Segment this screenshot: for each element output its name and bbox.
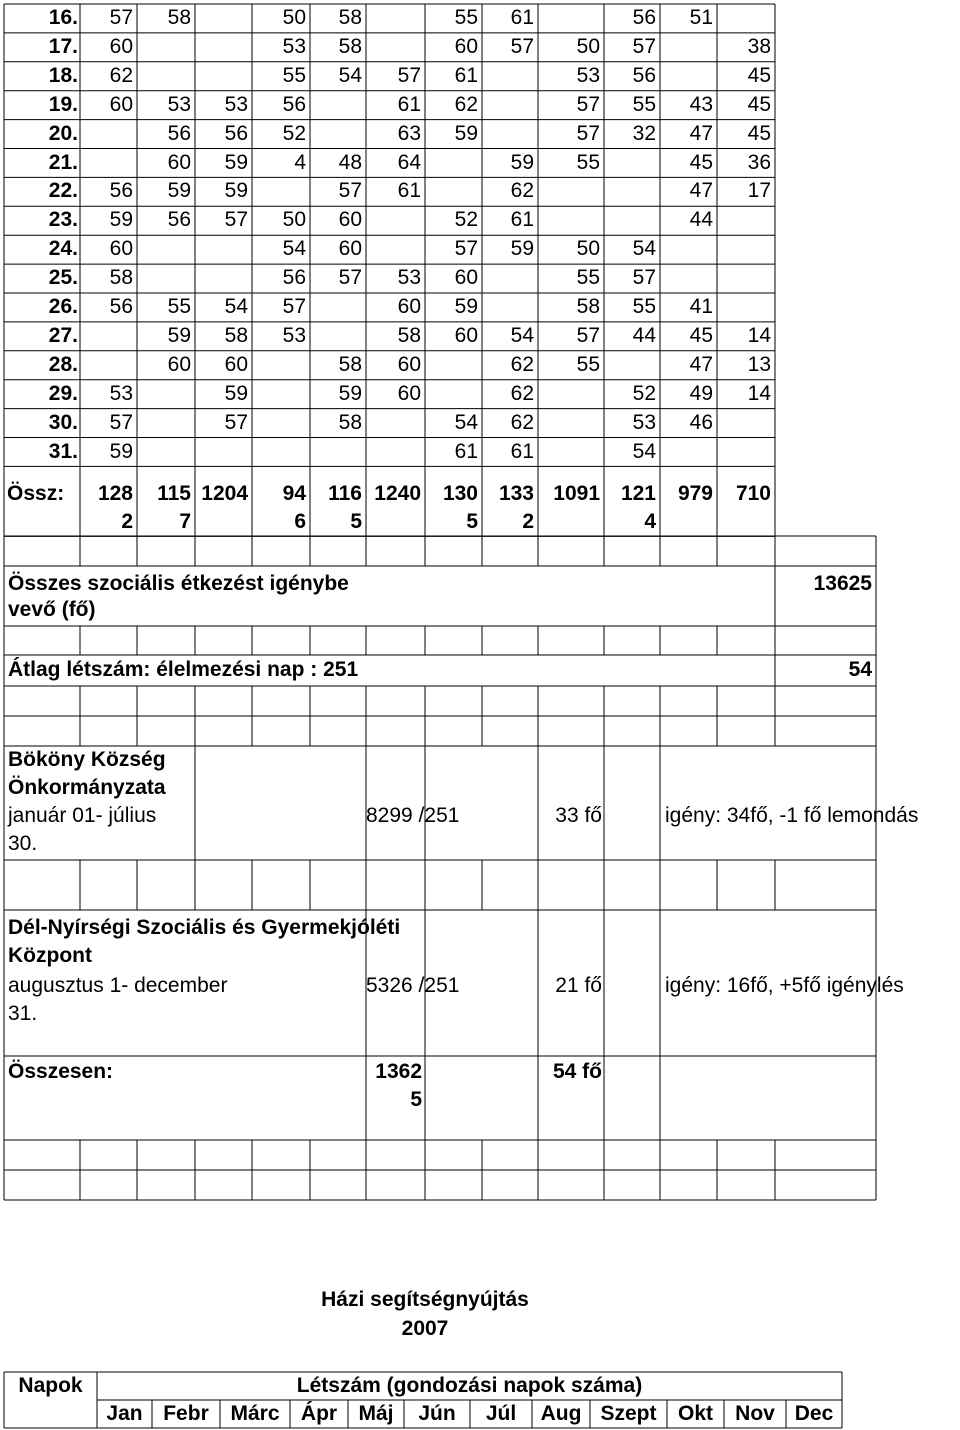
table-cell: 60 bbox=[338, 208, 362, 232]
table-cell: 53 bbox=[282, 323, 306, 347]
bokony-note: igény: 34fő, -1 fő lemondás bbox=[665, 804, 919, 827]
day-label: 25. bbox=[48, 266, 78, 290]
table-cell: 58 bbox=[224, 323, 248, 347]
total-cell: 133 bbox=[498, 482, 534, 506]
table-cell: 54 bbox=[510, 323, 534, 347]
delnyirseg-name: Dél-Nyírségi Szociális és Gyermekjóléti bbox=[8, 916, 401, 939]
table-cell: 56 bbox=[167, 208, 191, 232]
table-cell: 55 bbox=[576, 352, 600, 376]
table-cell: 14 bbox=[747, 323, 771, 347]
day-label: 29. bbox=[48, 381, 78, 405]
total-cell: 1240 bbox=[374, 482, 421, 506]
day-label: 16. bbox=[48, 6, 78, 29]
table-cell: 52 bbox=[632, 381, 656, 405]
table-cell: 55 bbox=[576, 266, 600, 290]
table-cell: 60 bbox=[454, 34, 478, 58]
table-cell: 47 bbox=[689, 352, 713, 376]
table-cell: 55 bbox=[576, 150, 600, 174]
table-cell: 46 bbox=[689, 410, 713, 434]
day-label: 22. bbox=[48, 179, 78, 203]
month-header: Márc bbox=[230, 1402, 280, 1425]
table-cell: 54 bbox=[224, 295, 248, 318]
table-cell: 62 bbox=[510, 179, 534, 203]
table-cell: 57 bbox=[397, 63, 421, 87]
summary-avg-value: 54 bbox=[848, 658, 872, 681]
table-cell: 53 bbox=[224, 92, 248, 116]
table-cell: 55 bbox=[632, 295, 656, 318]
table-cell: 54 bbox=[282, 237, 306, 261]
table-cell: 60 bbox=[454, 323, 478, 347]
table-cell: 45 bbox=[747, 63, 771, 87]
table-cell: 57 bbox=[338, 179, 362, 203]
table-cell: 58 bbox=[576, 295, 600, 318]
table-cell: 56 bbox=[109, 295, 133, 318]
total-cell: 121 bbox=[620, 482, 656, 506]
table-cell: 56 bbox=[109, 179, 133, 203]
month-header: Febr bbox=[163, 1402, 209, 1425]
table-cell: 62 bbox=[510, 352, 534, 376]
total-cell: 2 bbox=[121, 510, 133, 534]
total-cell: 7 bbox=[179, 510, 191, 534]
day-label: 27. bbox=[48, 323, 78, 347]
table-cell: 59 bbox=[109, 439, 133, 463]
table-cell: 59 bbox=[338, 381, 362, 405]
table-cell: 58 bbox=[167, 6, 191, 29]
table-cell: 50 bbox=[576, 237, 600, 261]
day-label: 31. bbox=[48, 439, 78, 463]
day-label: 19. bbox=[48, 92, 78, 116]
table-cell: 60 bbox=[397, 295, 421, 318]
table-cell: 59 bbox=[109, 208, 133, 232]
table-cell: 61 bbox=[510, 439, 534, 463]
table-cell: 56 bbox=[632, 6, 656, 29]
table-cell: 53 bbox=[109, 381, 133, 405]
table-cell: 52 bbox=[454, 208, 478, 232]
table-cell: 57 bbox=[109, 410, 133, 434]
total-cell: 116 bbox=[328, 482, 362, 506]
table-cell: 60 bbox=[454, 266, 478, 290]
table-cell: 47 bbox=[689, 179, 713, 203]
delnyirseg-value: 5326 /251 bbox=[366, 974, 460, 997]
total-cell: 5 bbox=[466, 510, 478, 534]
month-header: Jan bbox=[106, 1402, 143, 1425]
month-header: Jún bbox=[418, 1402, 456, 1425]
table-cell: 49 bbox=[689, 381, 713, 405]
table-cell: 57 bbox=[576, 323, 600, 347]
table-cell: 59 bbox=[510, 150, 534, 174]
table-cell: 56 bbox=[224, 121, 248, 145]
letszam-header: Létszám (gondozási napok száma) bbox=[296, 1374, 643, 1397]
table-cell: 58 bbox=[338, 352, 362, 376]
table-cell: 61 bbox=[510, 6, 534, 29]
table-cell: 57 bbox=[632, 266, 656, 290]
totals-label: Össz: bbox=[7, 482, 65, 506]
total-cell: 130 bbox=[442, 482, 478, 506]
table-cell: 62 bbox=[510, 410, 534, 434]
total-cell: 128 bbox=[97, 482, 133, 506]
table-cell: 61 bbox=[454, 439, 478, 463]
table-cell: 62 bbox=[454, 92, 478, 116]
total-cell: 115 bbox=[157, 482, 191, 506]
delnyirseg-name: Központ bbox=[8, 944, 92, 967]
table-cell: 52 bbox=[282, 121, 306, 145]
month-header: Júl bbox=[485, 1402, 517, 1425]
table-cell: 57 bbox=[224, 208, 248, 232]
month-header: Dec bbox=[794, 1402, 834, 1425]
table-cell: 60 bbox=[109, 92, 133, 116]
table-cell: 59 bbox=[454, 121, 478, 145]
table-cell: 62 bbox=[510, 381, 534, 405]
total-cell: 710 bbox=[735, 482, 771, 506]
table-cell: 41 bbox=[689, 295, 713, 318]
bokony-period: 30. bbox=[8, 832, 38, 855]
table-cell: 60 bbox=[167, 150, 191, 174]
table-cell: 60 bbox=[109, 237, 133, 261]
table-cell: 55 bbox=[454, 6, 478, 29]
day-label: 24. bbox=[48, 237, 78, 261]
bokony-value: 8299 /251 bbox=[366, 804, 460, 827]
table-cell: 45 bbox=[747, 121, 771, 145]
table-cell: 51 bbox=[689, 6, 713, 29]
table-cell: 58 bbox=[338, 34, 362, 58]
bokony-name: Önkormányzata bbox=[8, 776, 166, 799]
table-cell: 57 bbox=[576, 92, 600, 116]
table-cell: 59 bbox=[224, 179, 248, 203]
table-cell: 50 bbox=[576, 34, 600, 58]
month-header: Máj bbox=[358, 1402, 394, 1425]
table-cell: 57 bbox=[338, 266, 362, 290]
table-cell: 53 bbox=[397, 266, 421, 290]
table-cell: 62 bbox=[109, 63, 133, 87]
table-cell: 58 bbox=[338, 410, 362, 434]
table-cell: 44 bbox=[689, 208, 713, 232]
table-cell: 56 bbox=[282, 266, 306, 290]
delnyirseg-note: igény: 16fő, +5fő igénylés bbox=[665, 974, 904, 997]
table-cell: 58 bbox=[109, 266, 133, 290]
table-cell: 32 bbox=[632, 121, 656, 145]
grand-total-label: Összesen: bbox=[8, 1060, 114, 1083]
summary-total-label: Összes szociális étkezést igénybe bbox=[8, 572, 349, 595]
table-cell: 57 bbox=[576, 121, 600, 145]
table-cell: 36 bbox=[747, 150, 771, 174]
summary-total-label: vevő (fő) bbox=[8, 598, 96, 621]
month-header: Nov bbox=[735, 1402, 775, 1425]
table-cell: 60 bbox=[397, 352, 421, 376]
table-cell: 61 bbox=[454, 63, 478, 87]
table-cell: 53 bbox=[282, 34, 306, 58]
table-cell: 57 bbox=[224, 410, 248, 434]
total-cell: 94 bbox=[282, 482, 306, 506]
table-cell: 61 bbox=[510, 208, 534, 232]
table-cell: 54 bbox=[454, 410, 478, 434]
total-cell: 6 bbox=[294, 510, 306, 534]
delnyirseg-period: augusztus 1- december bbox=[8, 974, 228, 997]
table-cell: 50 bbox=[282, 6, 306, 29]
table-cell: 56 bbox=[167, 121, 191, 145]
table-cell: 56 bbox=[282, 92, 306, 116]
table-cell: 60 bbox=[224, 352, 248, 376]
day-label: 26. bbox=[48, 295, 78, 318]
table-cell: 60 bbox=[397, 381, 421, 405]
total-cell: 1091 bbox=[553, 482, 600, 506]
table-cell: 45 bbox=[689, 323, 713, 347]
table-cell: 38 bbox=[747, 34, 771, 58]
grand-total-value: 1362 bbox=[375, 1060, 422, 1083]
table-cell: 55 bbox=[632, 92, 656, 116]
table-cell: 54 bbox=[632, 237, 656, 261]
grand-total-value: 5 bbox=[410, 1088, 422, 1111]
table-cell: 53 bbox=[576, 63, 600, 87]
table-cell: 57 bbox=[282, 295, 306, 318]
day-label: 18. bbox=[48, 63, 78, 87]
table-cell: 59 bbox=[510, 237, 534, 261]
total-cell: 4 bbox=[644, 510, 656, 534]
table-cell: 57 bbox=[632, 34, 656, 58]
table-cell: 58 bbox=[397, 323, 421, 347]
day-label: 23. bbox=[48, 208, 78, 232]
bokony-persons: 33 fő bbox=[555, 804, 602, 827]
table-cell: 60 bbox=[338, 237, 362, 261]
table-cell: 64 bbox=[397, 150, 421, 174]
table-cell: 54 bbox=[338, 63, 362, 87]
day-label: 17. bbox=[48, 34, 78, 58]
napok-header: Napok bbox=[18, 1374, 83, 1397]
month-header: Szept bbox=[600, 1402, 657, 1425]
table-cell: 60 bbox=[109, 34, 133, 58]
month-header: Okt bbox=[677, 1402, 713, 1425]
table-cell: 59 bbox=[167, 323, 191, 347]
table-cell: 43 bbox=[689, 92, 713, 116]
table-cell: 54 bbox=[632, 439, 656, 463]
section-title: Házi segítségnyújtás bbox=[321, 1288, 529, 1311]
table-cell: 53 bbox=[632, 410, 656, 434]
grand-total-persons: 54 fő bbox=[552, 1060, 602, 1083]
table-cell: 57 bbox=[510, 34, 534, 58]
table-cell: 57 bbox=[454, 237, 478, 261]
table-cell: 60 bbox=[167, 352, 191, 376]
total-cell: 5 bbox=[350, 510, 362, 534]
day-label: 20. bbox=[48, 121, 78, 145]
table-cell: 63 bbox=[397, 121, 421, 145]
table-cell: 57 bbox=[109, 6, 133, 29]
table-cell: 58 bbox=[338, 6, 362, 29]
table-cell: 55 bbox=[282, 63, 306, 87]
table-cell: 56 bbox=[632, 63, 656, 87]
month-header: Aug bbox=[540, 1402, 582, 1425]
total-cell: 1204 bbox=[201, 482, 248, 506]
day-label: 28. bbox=[48, 352, 78, 376]
day-label: 21. bbox=[48, 150, 78, 174]
total-cell: 979 bbox=[677, 482, 713, 506]
table-cell: 61 bbox=[397, 179, 421, 203]
delnyirseg-persons: 21 fő bbox=[555, 974, 602, 997]
table-cell: 45 bbox=[747, 92, 771, 116]
table-cell: 13 bbox=[747, 352, 771, 376]
table-cell: 17 bbox=[747, 179, 771, 203]
summary-avg-label: Átlag létszám: élelmezési nap : 251 bbox=[8, 658, 359, 681]
table-cell: 55 bbox=[167, 295, 191, 318]
table-cell: 59 bbox=[224, 381, 248, 405]
table-cell: 50 bbox=[282, 208, 306, 232]
table-cell: 59 bbox=[224, 150, 248, 174]
total-cell: 2 bbox=[522, 510, 534, 534]
table-cell: 14 bbox=[747, 381, 771, 405]
bokony-period: január 01- július bbox=[8, 804, 157, 827]
table-cell: 45 bbox=[689, 150, 713, 174]
table-cell: 48 bbox=[338, 150, 362, 174]
bokony-name: Bököny Község bbox=[8, 748, 166, 771]
table-cell: 59 bbox=[454, 295, 478, 318]
day-label: 30. bbox=[48, 410, 78, 434]
table-cell: 59 bbox=[167, 179, 191, 203]
section-year: 2007 bbox=[401, 1317, 449, 1340]
delnyirseg-period: 31. bbox=[8, 1002, 38, 1025]
month-header: Ápr bbox=[300, 1402, 338, 1425]
table-cell: 4 bbox=[294, 150, 306, 174]
table-cell: 44 bbox=[632, 323, 656, 347]
summary-total-value: 13625 bbox=[813, 572, 872, 595]
table-cell: 53 bbox=[167, 92, 191, 116]
table-cell: 47 bbox=[689, 121, 713, 145]
table-cell: 61 bbox=[397, 92, 421, 116]
